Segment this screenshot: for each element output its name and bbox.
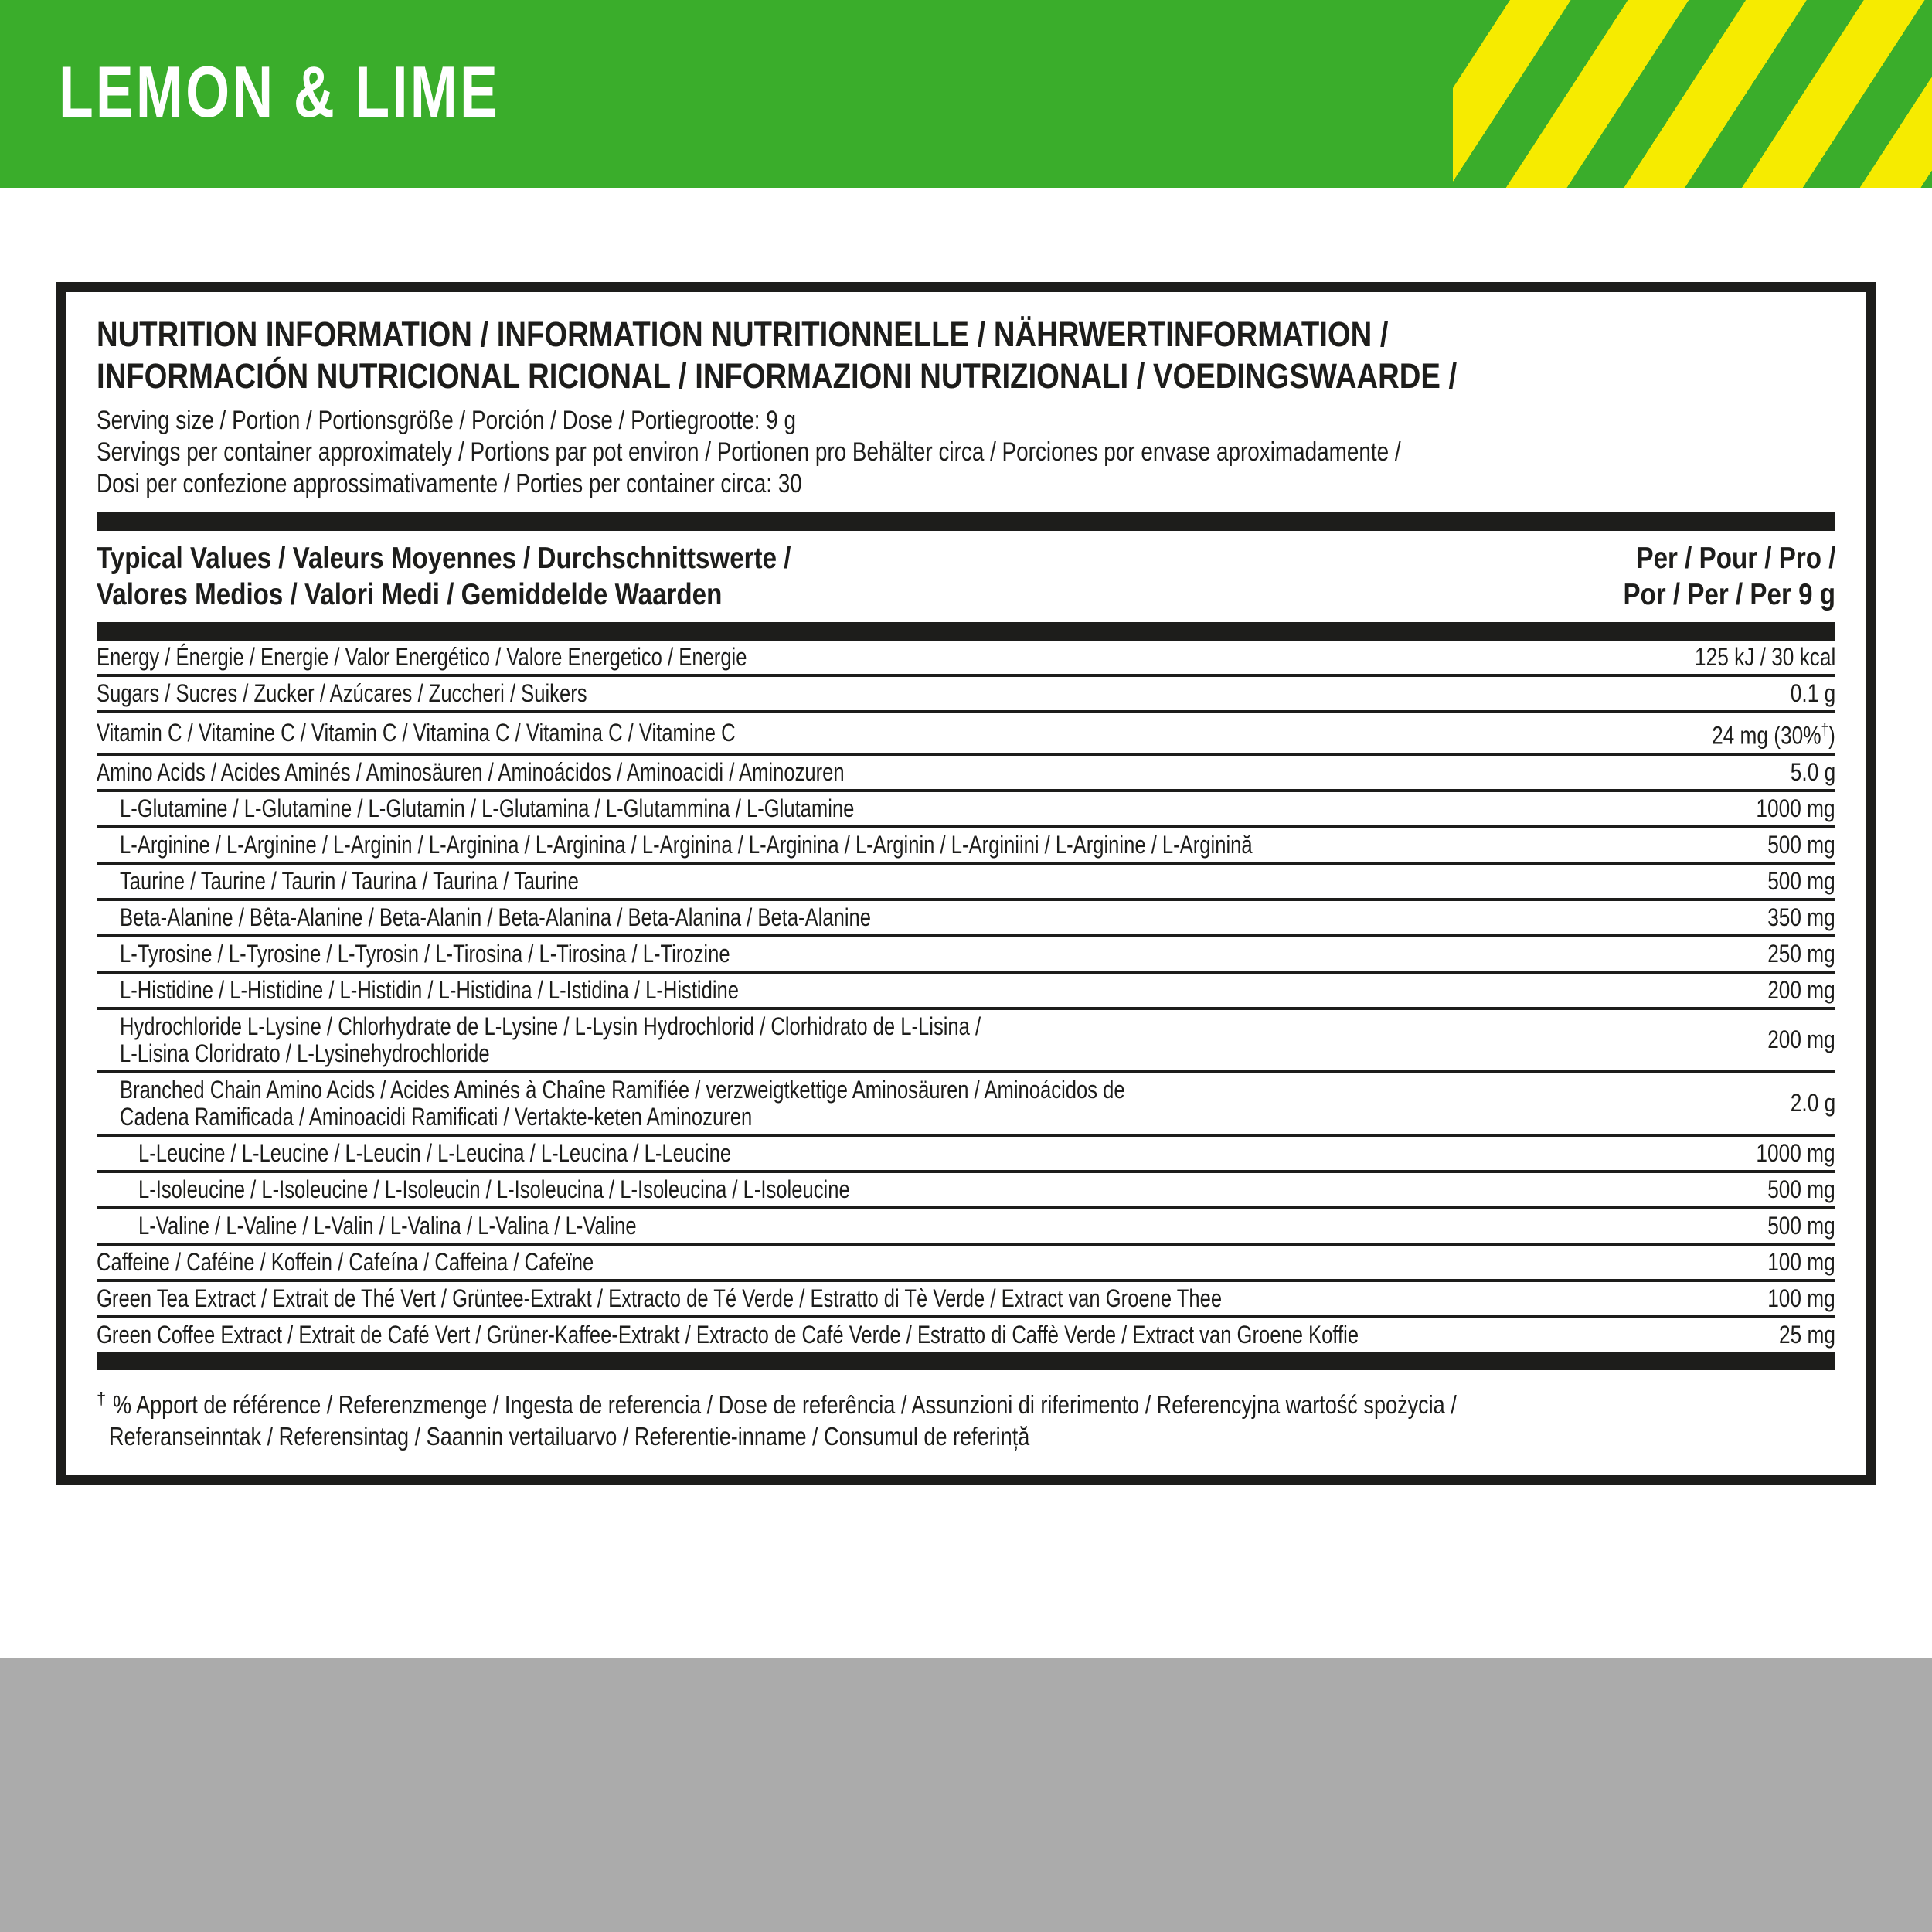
nutrient-name-line: Vitamin C / Vitamine C / Vitamin C / Vitamina C / Vitamina C / Vitamine C	[97, 718, 736, 747]
nutrient-name	[97, 977, 1737, 1004]
servings-per-container-line-1: Servings per container approximately / Portions par pot environ / Portionen pro Behälter circa / Porciones por envase aproximadamente /	[97, 437, 1401, 467]
nutrient-value: 25 mg	[1779, 1320, 1835, 1349]
nutrient-name-line: Beta-Alanine / Bêta-Alanine / Beta-Alanin / Beta-Alanina / Beta-Alanina / Beta-Alanine	[120, 903, 871, 931]
nutrient-value: 500 mg	[1767, 1211, 1835, 1240]
nutrient-name-line: Sugars / Sucres / Zucker / Azúcares / Zuccheri / Suikers	[97, 679, 587, 707]
table-row	[97, 1246, 1835, 1282]
nutrient-name-line: L-Leucine / L-Leucine / L-Leucin / L-Leucina / L-Leucina / L-Leucine	[138, 1138, 732, 1167]
nutrient-name-line: Green Tea Extract / Extrait de Thé Vert / Grüntee-Extrakt / Extracto de Té Verde / Estratto di Tè Verde / Extract van Groene Thee	[97, 1284, 1223, 1312]
nutrient-name-line: Branched Chain Amino Acids / Acides Aminés à Chaîne Ramifiée / verzweigtkettige Aminosäuren / Aminoácidos de	[120, 1075, 1125, 1104]
nutrient-value: 500 mg	[1767, 830, 1835, 859]
table-row	[97, 713, 1835, 756]
nutrient-name-line: Energy / Énergie / Energie / Valor Energético / Valore Energetico / Energie	[97, 643, 747, 671]
nutrient-value: 100 mg	[1767, 1284, 1835, 1312]
table-row	[97, 937, 1835, 974]
table-row	[97, 1173, 1835, 1209]
nutrition-table	[97, 641, 1835, 1352]
nutrient-name	[97, 1213, 1737, 1240]
nutrient-name-line: Green Coffee Extract / Extrait de Café Vert / Grüner-Kaffee-Extrakt / Extracto de Café Verde / Estratto di Caffè Verde / Extract van Groene Koffie	[97, 1320, 1359, 1349]
flavor-banner	[0, 0, 1932, 188]
nutrient-value: 24 mg (30%†)	[1712, 721, 1835, 750]
nutrient-name	[97, 644, 1648, 671]
nutrient-value: 0.1 g	[1790, 679, 1835, 707]
table-row	[97, 1137, 1835, 1173]
nutrient-name-line: L-Glutamine / L-Glutamine / L-Glutamin / L-Glutamina / L-Glutammina / L-Glutamine	[120, 794, 855, 822]
panel-title-line-1: NUTRITION INFORMATION / INFORMATION NUTRITIONNELLE / NÄHRWERTINFORMATION /	[97, 315, 1389, 354]
nutrient-value: 200 mg	[1767, 1026, 1835, 1054]
per-serving-line-2: Por / Per / Per 9 g	[1623, 578, 1835, 611]
nutrient-name-line: L-Isoleucine / L-Isoleucine / L-Isoleucin / L-Isoleucina / L-Isoleucina / L-Isoleucine	[138, 1175, 850, 1203]
nutrient-name-line: Taurine / Taurine / Taurin / Taurina / Taurina / Taurine	[120, 866, 579, 895]
table-row	[97, 677, 1835, 713]
bottom-gray-bar	[0, 1658, 1932, 1932]
nutrient-name	[97, 680, 1765, 707]
nutrient-name	[97, 904, 1737, 931]
table-row	[97, 865, 1835, 901]
table-row	[97, 1010, 1835, 1073]
nutrient-value: 125 kJ / 30 kcal	[1694, 643, 1835, 671]
per-serving-line-1: Per / Pour / Pro /	[1636, 542, 1835, 575]
serving-info	[97, 405, 1835, 500]
typical-values-line-1: Typical Values / Valeurs Moyennes / Durchschnittswerte /	[97, 542, 791, 575]
table-row	[97, 1318, 1835, 1352]
table-row	[97, 901, 1835, 937]
nutrient-value: 350 mg	[1767, 903, 1835, 931]
typical-values-line-2: Valores Medios / Valori Medi / Gemiddelde Waarden	[97, 578, 723, 611]
panel-title-line-2: INFORMACIÓN NUTRICIONAL RICIONAL / INFORMAZIONI NUTRIZIONALI / VOEDINGSWAARDE /	[97, 356, 1458, 396]
nutrient-name	[97, 868, 1737, 895]
nutrient-name-line: L-Lisina Cloridrato / L-Lysinehydrochloride	[120, 1039, 490, 1067]
nutrient-value: 1000 mg	[1756, 1138, 1835, 1167]
nutrient-value: 5.0 g	[1790, 757, 1835, 786]
table-row	[97, 792, 1835, 828]
nutrient-value: 100 mg	[1767, 1247, 1835, 1276]
nutrient-name	[97, 759, 1765, 786]
footnote-line-1: † % Apport de référence / Referenzmenge / Ingesta de referencia / Dose de referência / Assunzioni di riferimento / Referencyjna wartość spożycia /	[97, 1388, 1458, 1419]
nutrient-name	[97, 940, 1737, 968]
diagonal-stripes	[1453, 0, 1932, 188]
nutrient-value: 200 mg	[1767, 975, 1835, 1004]
nutrient-name-line: Hydrochloride L-Lysine / Chlorhydrate de L-Lysine / L-Lysin Hydrochlorid / Clorhidrato de L-Lisina /	[120, 1012, 981, 1040]
separator-bar-header	[97, 622, 1835, 641]
nutrition-panel	[56, 282, 1876, 1485]
reference-footnote	[97, 1383, 1835, 1452]
table-row	[97, 828, 1835, 865]
nutrient-name	[97, 719, 1669, 747]
nutrient-value: 500 mg	[1767, 866, 1835, 895]
table-row	[97, 756, 1835, 792]
nutrient-name-line: Cadena Ramificada / Aminoacidi Ramificati / Vertakte-keten Aminozuren	[120, 1102, 753, 1131]
table-header-right	[1586, 540, 1835, 613]
panel-title	[97, 314, 1835, 397]
flavor-title: LEMON & LIME	[59, 51, 501, 132]
nutrient-name-line: L-Valine / L-Valine / L-Valin / L-Valina / L-Valina / L-Valine	[138, 1211, 637, 1240]
table-row	[97, 1282, 1835, 1318]
nutrient-name-line: Caffeine / Caféine / Koffein / Cafeína / Caffeina / Cafeïne	[97, 1247, 594, 1276]
nutrient-name-line: Amino Acids / Acides Aminés / Aminosäuren / Aminoácidos / Aminoacidi / Aminozuren	[97, 757, 845, 786]
nutrient-name	[97, 1249, 1737, 1276]
nutrient-name	[97, 1321, 1751, 1349]
footnote-line-2: Referanseinntak / Referensintag / Saannin vertailuarvo / Referentie-inname / Consumul de referință	[109, 1421, 1030, 1451]
nutrient-value: 250 mg	[1767, 939, 1835, 968]
table-header-left	[97, 540, 913, 613]
nutrient-value: 1000 mg	[1756, 794, 1835, 822]
nutrient-name	[97, 832, 1737, 859]
nutrient-name	[97, 795, 1723, 822]
nutrient-name	[97, 1176, 1737, 1203]
nutrient-name-line: L-Tyrosine / L-Tyrosine / L-Tyrosin / L-Tirosina / L-Tirosina / L-Tirozine	[120, 939, 730, 968]
nutrient-name	[97, 1077, 1765, 1131]
servings-per-container-line-2: Dosi per confezione approssimativamente / Porties per container circa: 30	[97, 469, 802, 498]
nutrient-name	[97, 1285, 1737, 1312]
separator-bar-bottom	[97, 1352, 1835, 1370]
nutrient-name	[97, 1013, 1737, 1067]
nutrient-name-line: L-Arginine / L-Arginine / L-Arginin / L-Arginina / L-Arginina / L-Arginina / L-Arginina / L-Arginin / L-Arginiini / L-Arginine / L-Arginină	[120, 830, 1253, 859]
table-row	[97, 974, 1835, 1010]
nutrient-value: 500 mg	[1767, 1175, 1835, 1203]
dagger-symbol: †	[1821, 721, 1829, 739]
table-row	[97, 1209, 1835, 1246]
table-row	[97, 1073, 1835, 1137]
serving-size-line: Serving size / Portion / Portionsgröße / Porción / Dose / Portiegrootte: 9 g	[97, 406, 796, 435]
nutrient-name-line: L-Histidine / L-Histidine / L-Histidin / L-Histidina / L-Istidina / L-Histidine	[120, 975, 740, 1004]
dagger-symbol: †	[97, 1388, 107, 1408]
nutrient-value: 2.0 g	[1790, 1089, 1835, 1117]
table-row	[97, 641, 1835, 677]
table-header	[97, 540, 1835, 613]
nutrient-name	[97, 1140, 1723, 1167]
separator-bar-top	[97, 512, 1835, 531]
